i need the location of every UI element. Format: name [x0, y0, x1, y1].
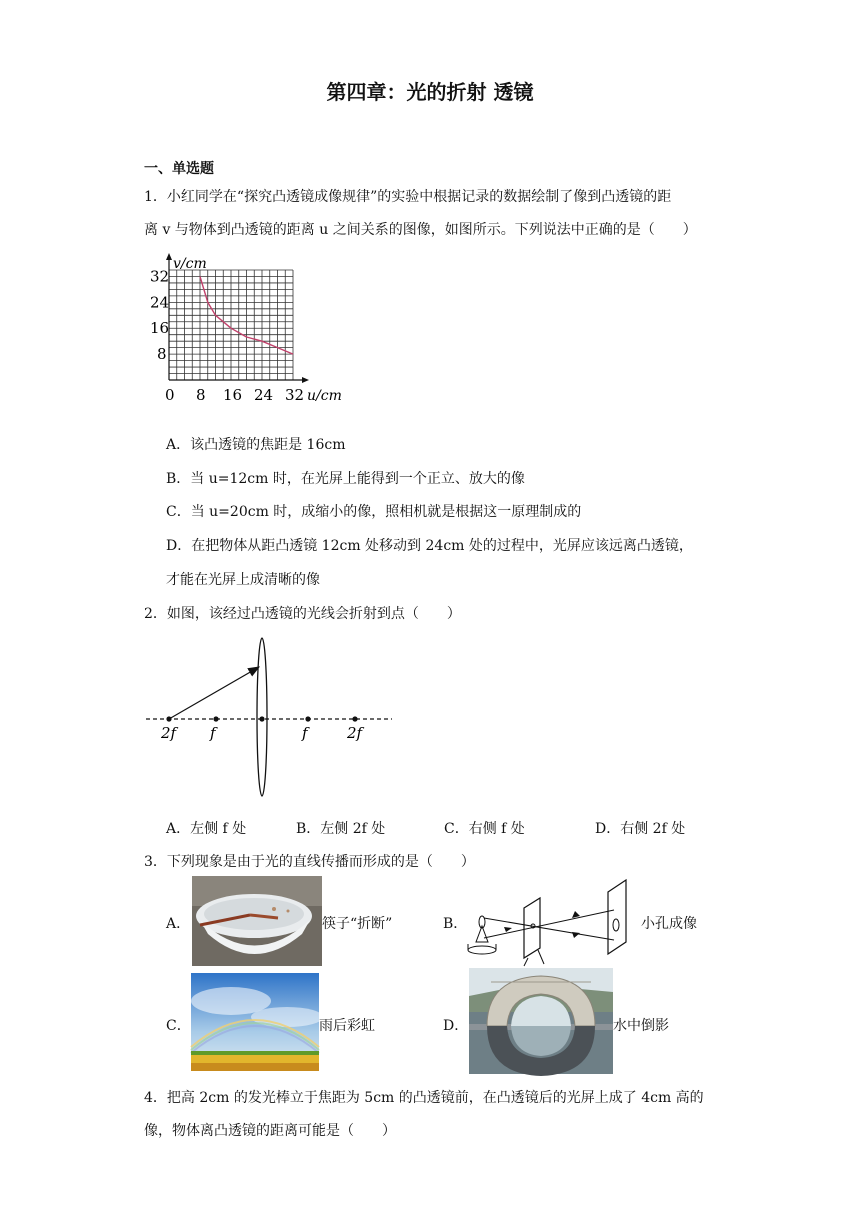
q4-line-1: 4．把高 2cm 的发光棒立于焦距为 5cm 的凸透镜前，在凸透镜后的光屏上成了 4cm 高的 [144, 1090, 704, 1106]
point-f-right [305, 716, 310, 721]
q3-option-a-letter[interactable]: A． [166, 916, 191, 932]
chart-grid [169, 270, 293, 380]
y-tick-label: 24 [150, 293, 170, 312]
label-f-right: f [302, 724, 308, 742]
q1-option-d-line-1[interactable]: D．在把物体从距凸透镜 12cm 处移动到 24cm 处的过程中，光屏应该远离凸透镜， [166, 538, 693, 554]
x-tick-label: 24 [254, 386, 274, 404]
chart-ticks [150, 267, 304, 404]
q2-option-a[interactable]: A．左侧 f 处 [166, 821, 247, 837]
x-tick-label: 16 [223, 386, 243, 404]
q1-line-2: 离 v 与物体到凸透镜的距离 u 之间关系的图像，如图所示。下列说法中正确的是（ ） [144, 222, 697, 238]
y-tick-label: 8 [157, 345, 167, 364]
x-tick-label: 32 [285, 386, 305, 404]
q3-option-b-letter[interactable]: B． [443, 916, 468, 932]
chopsticks-bowl-photo [192, 876, 322, 966]
q1-option-c[interactable]: C．当 u=20cm 时，成缩小的像，照相机就是根据这一原理制成的 [166, 504, 582, 520]
q3-option-d-caption: 水中倒影 [613, 1018, 669, 1034]
q4-line-2: 像，物体离凸透镜的距离可能是（ ） [144, 1123, 396, 1139]
incident-ray [169, 667, 259, 719]
q1-line-1: 1．小红同学在“探究凸透镜成像规律”的实验中根据记录的数据绘制了像到凸透镜的距 [144, 189, 672, 205]
bridge-reflection-photo [469, 968, 613, 1074]
point-2f-left [166, 716, 171, 721]
q3-text: 3．下列现象是由于光的直线传播而形成的是（ ） [144, 854, 475, 870]
pinhole-camera-diagram [464, 878, 644, 968]
point-f-left [213, 716, 218, 721]
section-heading: 一、单选题 [144, 161, 214, 177]
x-axis-label: u/cm [307, 388, 342, 404]
q3-option-a-caption: 筷子“折断” [322, 916, 393, 932]
lens-center [259, 716, 264, 721]
q3-option-c-letter[interactable]: C． [166, 1018, 191, 1034]
q2-option-b[interactable]: B．左侧 2f 处 [296, 821, 386, 837]
q2-option-c[interactable]: C．右侧 f 处 [444, 821, 525, 837]
y-axis-arrow [166, 253, 172, 260]
q3-option-d-letter[interactable]: D． [443, 1018, 469, 1034]
label-f-left: f [210, 724, 216, 742]
label-2f-left: 2f [161, 724, 177, 742]
x-tick-label: 0 [165, 386, 175, 404]
q2-text: 2．如图，该经过凸透镜的光线会折射到点（ ） [144, 606, 461, 622]
page-title: 第四章：光的折射 透镜 [326, 80, 534, 104]
q3-option-c-caption: 雨后彩虹 [319, 1018, 375, 1034]
lens-diagram [140, 636, 400, 806]
chart-axes [166, 253, 309, 383]
point-2f-right [352, 716, 357, 721]
v-u-chart [150, 250, 350, 420]
q1-option-d-line-2: 才能在光屏上成清晰的像 [166, 572, 320, 588]
rainbow-photo [191, 973, 319, 1071]
x-tick-label: 8 [196, 386, 206, 404]
y-tick-label: 16 [150, 319, 170, 338]
y-tick-label: 32 [150, 267, 170, 286]
x-axis-arrow [302, 377, 309, 383]
q2-option-d[interactable]: D．右侧 2f 处 [595, 821, 686, 837]
label-2f-right: 2f [347, 724, 363, 742]
q1-option-b[interactable]: B．当 u=12cm 时，在光屏上能得到一个正立、放大的像 [166, 471, 525, 487]
y-axis-label: v/cm [173, 256, 207, 272]
q1-option-a[interactable]: A．该凸透镜的焦距是 16cm [166, 437, 346, 453]
q3-option-b-caption: 小孔成像 [641, 916, 697, 932]
